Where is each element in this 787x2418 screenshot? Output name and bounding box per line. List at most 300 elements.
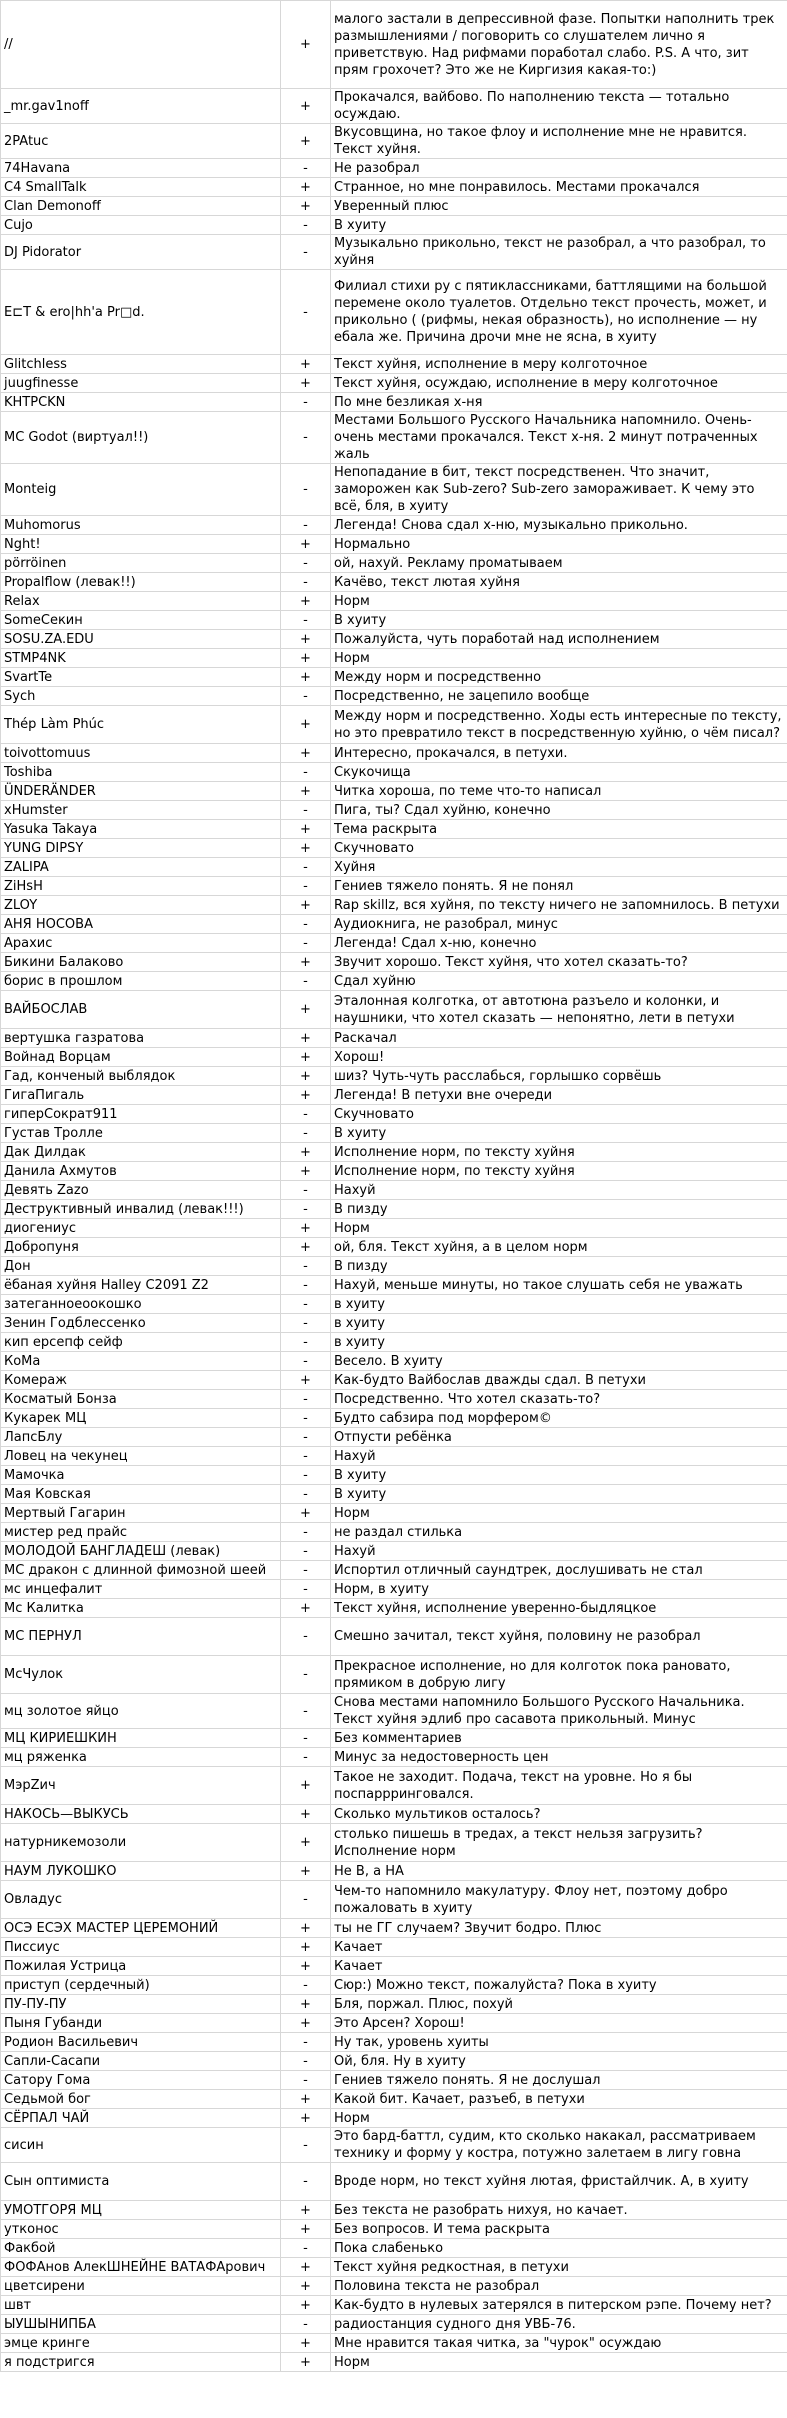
artist-name-cell: Дон xyxy=(1,1257,281,1276)
comment-cell: Звучит хорошо. Текст хуйня, что хотел сказать-то? xyxy=(331,953,787,972)
verdict-cell: + xyxy=(281,2201,331,2220)
table-row xyxy=(1,1957,787,1976)
comment-cell: Хорош! xyxy=(331,1048,787,1067)
verdict-cell: + xyxy=(281,1824,331,1862)
comment-cell: Ну так, уровень хуиты xyxy=(331,2033,787,2052)
comment-cell: Не В, а НА xyxy=(331,1862,787,1881)
artist-name-cell: СЁРПАЛ ЧАЙ xyxy=(1,2109,281,2128)
artist-name-cell: гиперСократ911 xyxy=(1,1105,281,1124)
verdict-cell: - xyxy=(281,1124,331,1143)
verdict-cell: + xyxy=(281,355,331,374)
artist-name-cell: Войнад Ворцам xyxy=(1,1048,281,1067)
comment-cell: Между норм и посредственно xyxy=(331,668,787,687)
verdict-cell: + xyxy=(281,2296,331,2315)
verdict-cell: - xyxy=(281,1618,331,1656)
table-row xyxy=(1,2353,787,2372)
table-row xyxy=(1,1694,787,1729)
table-row xyxy=(1,535,787,554)
artist-name-cell: МОЛОДОЙ БАНГЛАДЕШ (левак) xyxy=(1,1542,281,1561)
artist-name-cell: МС дракон с длинной фимозной шеей xyxy=(1,1561,281,1580)
table-row xyxy=(1,1504,787,1523)
table-row xyxy=(1,2258,787,2277)
comment-cell: ты не ГГ случаем? Звучит бодро. Плюс xyxy=(331,1919,787,1938)
table-row xyxy=(1,464,787,516)
artist-name-cell: Овладус xyxy=(1,1881,281,1919)
comment-cell: Скучновато xyxy=(331,1105,787,1124)
comment-cell: Это Арсен? Хорош! xyxy=(331,2014,787,2033)
verdict-cell: - xyxy=(281,1447,331,1466)
comment-cell: Эталонная колготка, от автотюна разъело и колонки, и наушники, что хотел сказать — непонятно, лети в петухи xyxy=(331,991,787,1029)
artist-name-cell: ЛапсБлу xyxy=(1,1428,281,1447)
table-row xyxy=(1,178,787,197)
artist-name-cell: МС ПЕРНУЛ xyxy=(1,1618,281,1656)
comment-cell: ой, нахуй. Рекламу проматываем xyxy=(331,554,787,573)
artist-name-cell: Добропуня xyxy=(1,1238,281,1257)
comment-cell: Посредственно. Что хотел сказать-то? xyxy=(331,1390,787,1409)
table-row xyxy=(1,1976,787,1995)
artist-name-cell: 74Havana xyxy=(1,159,281,178)
artist-name-cell: juugfinesse xyxy=(1,374,281,393)
comment-cell: В хуиту xyxy=(331,1485,787,1504)
comment-cell: Пожалуйста, чуть поработай над исполнением xyxy=(331,630,787,649)
verdict-cell: - xyxy=(281,1200,331,1219)
artist-name-cell: Glitchless xyxy=(1,355,281,374)
verdict-cell: + xyxy=(281,1995,331,2014)
table-row xyxy=(1,1,787,89)
verdict-cell: + xyxy=(281,1238,331,1257)
verdict-cell: - xyxy=(281,2163,331,2201)
table-row xyxy=(1,1257,787,1276)
table-row xyxy=(1,1295,787,1314)
verdict-cell: + xyxy=(281,839,331,858)
table-row xyxy=(1,1048,787,1067)
table-row xyxy=(1,2239,787,2258)
table-row xyxy=(1,611,787,630)
comment-cell: Без текста не разобрать нихуя, но качает. xyxy=(331,2201,787,2220)
comment-cell: малого застали в депрессивной фазе. Попытки наполнить трек размышлениями / поговорить со слушателем лично я приветствую. Над рифмами поработал слабо. P.S. А что, зит прям грохочет? Это же не Киргизия какая-то:) xyxy=(331,1,787,89)
verdict-cell: - xyxy=(281,858,331,877)
comment-cell: Без комментариев xyxy=(331,1729,787,1748)
artist-name-cell: toivottomuus xyxy=(1,744,281,763)
comment-cell: Нахуй xyxy=(331,1447,787,1466)
artist-name-cell: Факбой xyxy=(1,2239,281,2258)
table-row xyxy=(1,782,787,801)
artist-name-cell: Thép Làm Phúc xyxy=(1,706,281,744)
artist-name-cell: Арахис xyxy=(1,934,281,953)
verdict-cell: + xyxy=(281,1862,331,1881)
artist-name-cell: УМОТГОРЯ МЦ xyxy=(1,2201,281,2220)
artist-name-cell: НАКОСЬ—ВЫКУСЬ xyxy=(1,1805,281,1824)
table-row xyxy=(1,1428,787,1447)
comment-cell: В хуиту xyxy=(331,1124,787,1143)
table-row xyxy=(1,1919,787,1938)
verdict-cell: - xyxy=(281,687,331,706)
comment-cell: Скучновато xyxy=(331,839,787,858)
table-row xyxy=(1,1162,787,1181)
comment-cell: Отпусти ребёнка xyxy=(331,1428,787,1447)
comment-cell: Исполнение норм, по тексту хуйня xyxy=(331,1162,787,1181)
comment-cell: Будто сабзира под морфером© xyxy=(331,1409,787,1428)
artist-name-cell: ЫУШЫНИПБА xyxy=(1,2315,281,2334)
verdict-cell: + xyxy=(281,1143,331,1162)
verdict-cell: - xyxy=(281,763,331,782)
comment-cell: Норм xyxy=(331,2109,787,2128)
verdict-cell: - xyxy=(281,554,331,573)
artist-name-cell: DJ Pidorator xyxy=(1,235,281,270)
comment-cell: Текст хуйня редкостная, в петухи xyxy=(331,2258,787,2277)
verdict-cell: - xyxy=(281,1656,331,1694)
comment-cell: Местами Большого Русского Начальника напомнило. Очень-очень местами прокачался. Текст х-ня. 2 минут потраченных жаль xyxy=(331,412,787,464)
comment-cell: Легенда! В петухи вне очереди xyxy=(331,1086,787,1105)
table-row xyxy=(1,2163,787,2201)
table-row xyxy=(1,159,787,178)
verdict-cell: - xyxy=(281,2071,331,2090)
artist-name-cell: Мс Калитка xyxy=(1,1599,281,1618)
verdict-cell: + xyxy=(281,374,331,393)
table-row xyxy=(1,1748,787,1767)
artist-name-cell: Густав Тролле xyxy=(1,1124,281,1143)
verdict-cell: - xyxy=(281,611,331,630)
comment-cell: В хуиту xyxy=(331,216,787,235)
comment-cell: В хуиту xyxy=(331,611,787,630)
table-row xyxy=(1,972,787,991)
verdict-cell: - xyxy=(281,516,331,535)
artist-name-cell: ВАЙБОСЛАВ xyxy=(1,991,281,1029)
comment-cell: Вкусовщина, но такое флоу и исполнение мне не нравится. Текст хуйня. xyxy=(331,124,787,159)
comment-cell: Норм, в хуиту xyxy=(331,1580,787,1599)
artist-name-cell: C4 SmallTalk xyxy=(1,178,281,197)
artist-name-cell: Nght! xyxy=(1,535,281,554)
table-row xyxy=(1,393,787,412)
artist-name-cell: STMP4NK xyxy=(1,649,281,668)
artist-name-cell: Yasuka Takaya xyxy=(1,820,281,839)
comment-cell: Уверенный плюс xyxy=(331,197,787,216)
artist-name-cell: KHTPCKN xyxy=(1,393,281,412)
artist-name-cell: Бикини Балаково xyxy=(1,953,281,972)
comment-cell: Гениев тяжело понять. Я не понял xyxy=(331,877,787,896)
table-row xyxy=(1,687,787,706)
verdict-cell: - xyxy=(281,1748,331,1767)
verdict-cell: - xyxy=(281,2315,331,2334)
comment-cell: Норм xyxy=(331,1219,787,1238)
artist-name-cell: Данила Ахмутов xyxy=(1,1162,281,1181)
table-row xyxy=(1,2128,787,2163)
comment-cell: Вроде норм, но текст хуйня лютая, фристайлчик. А, в хуиту xyxy=(331,2163,787,2201)
verdict-cell: + xyxy=(281,1162,331,1181)
comment-cell: Как-будто Вайбослав дважды сдал. В петухи xyxy=(331,1371,787,1390)
comment-cell: Rap skillz, вся хуйня, по тексту ничего не запомнилось. В петухи xyxy=(331,896,787,915)
artist-name-cell: SOSU.ZA.EDU xyxy=(1,630,281,649)
comment-cell: Хуйня xyxy=(331,858,787,877)
verdict-cell: - xyxy=(281,1542,331,1561)
comment-cell: Текст хуйня, осуждаю, исполнение в меру колготочное xyxy=(331,374,787,393)
comment-cell: Пига, ты? Сдал хуйню, конечно xyxy=(331,801,787,820)
artist-name-cell: ZALIPA xyxy=(1,858,281,877)
verdict-cell: + xyxy=(281,197,331,216)
comment-cell: Текст хуйня, исполнение в меру колготочное xyxy=(331,355,787,374)
artist-name-cell: Relax xyxy=(1,592,281,611)
verdict-cell: - xyxy=(281,1466,331,1485)
table-row xyxy=(1,1542,787,1561)
artist-name-cell: мц ряженка xyxy=(1,1748,281,1767)
table-row xyxy=(1,1881,787,1919)
table-row xyxy=(1,1086,787,1105)
artist-name-cell: ZiHsH xyxy=(1,877,281,896)
artist-name-cell: эмце кринге xyxy=(1,2334,281,2353)
verdict-cell: - xyxy=(281,2128,331,2163)
verdict-cell: - xyxy=(281,1694,331,1729)
comment-cell: Легенда! Сдал х-ню, конечно xyxy=(331,934,787,953)
table-row xyxy=(1,89,787,124)
verdict-cell: - xyxy=(281,1729,331,1748)
verdict-cell: + xyxy=(281,535,331,554)
table-row xyxy=(1,896,787,915)
verdict-cell: + xyxy=(281,1086,331,1105)
verdict-cell: + xyxy=(281,1957,331,1976)
artist-name-cell: Седьмой бог xyxy=(1,2090,281,2109)
table-row xyxy=(1,592,787,611)
verdict-cell: + xyxy=(281,1938,331,1957)
artist-name-cell: утконос xyxy=(1,2220,281,2239)
artist-name-cell: Писсиус xyxy=(1,1938,281,1957)
comment-cell: Аудиокнига, не разобрал, минус xyxy=(331,915,787,934)
artist-name-cell: Мертвый Гагарин xyxy=(1,1504,281,1523)
table-row xyxy=(1,630,787,649)
table-row xyxy=(1,1729,787,1748)
verdict-cell: + xyxy=(281,1371,331,1390)
verdict-cell: - xyxy=(281,2239,331,2258)
comment-cell: Не разобрал xyxy=(331,159,787,178)
artist-name-cell: ПУ-ПУ-ПУ xyxy=(1,1995,281,2014)
artist-name-cell: SvartTe xyxy=(1,668,281,687)
verdict-cell: + xyxy=(281,706,331,744)
table-row xyxy=(1,953,787,972)
comment-cell: Нормально xyxy=(331,535,787,554)
comment-cell: Сюр:) Можно текст, пожалуйста? Пока в хуиту xyxy=(331,1976,787,1995)
table-row xyxy=(1,1200,787,1219)
table-row xyxy=(1,1599,787,1618)
artist-name-cell: ФОФАнов АлекШНЕЙНЕ ВАТАФАрович xyxy=(1,2258,281,2277)
comment-cell: Снова местами напомнило Большого Русского Начальника. Текст хуйня эдлиб про сасавота прикольный. Минус xyxy=(331,1694,787,1729)
table-row xyxy=(1,915,787,934)
table-row xyxy=(1,235,787,270)
artist-name-cell: Деструктивный инвалид (левак!!!) xyxy=(1,1200,281,1219)
table-row xyxy=(1,1067,787,1086)
comment-cell: радиостанция судного дня УВБ-76. xyxy=(331,2315,787,2334)
comment-cell: ой, бля. Текст хуйня, а в целом норм xyxy=(331,1238,787,1257)
comment-cell: Это бард-баттл, судим, кто сколько накакал, рассматриваем технику и форму у костра, потужно залетаем в лигу говна xyxy=(331,2128,787,2163)
verdict-cell: + xyxy=(281,89,331,124)
artist-name-cell: кип ерсепф сейф xyxy=(1,1333,281,1352)
table-row xyxy=(1,1805,787,1824)
comment-cell: Как-будто в нулевых затерялся в питерском рэпе. Почему нет? xyxy=(331,2296,787,2315)
comment-cell: Качает xyxy=(331,1938,787,1957)
table-row xyxy=(1,1181,787,1200)
comment-cell: Качает xyxy=(331,1957,787,1976)
comment-cell: Скукочища xyxy=(331,763,787,782)
comment-cell: Прокачался, вайбово. По наполнению текста — тотально осуждаю. xyxy=(331,89,787,124)
verdict-cell: + xyxy=(281,820,331,839)
comment-cell: Филиал стихи ру с пятиклассниками, баттлящими на большой перемене около туалетов. Отдельно текст прочесть, может, и прикольно ( (рифмы, некая образность), но исполнение — ну ебала же. Причина дрочи мне не ясна, в хуиту xyxy=(331,270,787,355)
verdict-cell: - xyxy=(281,1409,331,1428)
comment-cell: шиз? Чуть-чуть расслабься, горлышко сорвёшь xyxy=(331,1067,787,1086)
comment-cell: Нахуй xyxy=(331,1181,787,1200)
verdict-cell: + xyxy=(281,2090,331,2109)
artist-name-cell: ZLOY xyxy=(1,896,281,915)
verdict-cell: - xyxy=(281,393,331,412)
comment-cell: Сдал хуйню xyxy=(331,972,787,991)
verdict-cell: - xyxy=(281,1881,331,1919)
comment-cell: Посредственно, не зацепило вообще xyxy=(331,687,787,706)
table-row xyxy=(1,1561,787,1580)
table-row xyxy=(1,2090,787,2109)
verdict-cell: + xyxy=(281,1048,331,1067)
table-row xyxy=(1,1523,787,1542)
comment-cell: Чем-то напомнило макулатуру. Флоу нет, поэтому добро пожаловать в хуиту xyxy=(331,1881,787,1919)
table-row xyxy=(1,516,787,535)
comment-cell: Какой бит. Качает, разъеб, в петухи xyxy=(331,2090,787,2109)
verdict-cell: - xyxy=(281,1105,331,1124)
artist-name-cell: Сапли-Сасапи xyxy=(1,2052,281,2071)
verdict-cell: - xyxy=(281,1276,331,1295)
comment-cell: Непопадание в бит, текст посредственен. Что значит, заморожен как Sub-zero? Sub-zero замораживает. К чему это всё, бля, в хуиту xyxy=(331,464,787,516)
verdict-cell: + xyxy=(281,1029,331,1048)
artist-name-cell: борис в прошлом xyxy=(1,972,281,991)
table-row xyxy=(1,1352,787,1371)
artist-name-cell: я подстригся xyxy=(1,2353,281,2372)
table-row xyxy=(1,934,787,953)
artist-name-cell: Комераж xyxy=(1,1371,281,1390)
verdict-cell: + xyxy=(281,953,331,972)
table-row xyxy=(1,1618,787,1656)
table-row xyxy=(1,1995,787,2014)
verdict-cell: - xyxy=(281,159,331,178)
table-row xyxy=(1,573,787,592)
table-row xyxy=(1,649,787,668)
artist-name-cell: Muhomorus xyxy=(1,516,281,535)
comment-cell: В хуиту xyxy=(331,1466,787,1485)
table-row xyxy=(1,839,787,858)
table-row xyxy=(1,2071,787,2090)
verdict-cell: - xyxy=(281,1352,331,1371)
verdict-cell: - xyxy=(281,801,331,820)
table-row xyxy=(1,1485,787,1504)
artist-name-cell: Propalflow (левак!!) xyxy=(1,573,281,592)
table-row xyxy=(1,1105,787,1124)
table-row xyxy=(1,877,787,896)
artist-name-cell: xHumster xyxy=(1,801,281,820)
verdict-cell: + xyxy=(281,896,331,915)
verdict-cell: - xyxy=(281,1561,331,1580)
table-row xyxy=(1,374,787,393)
comment-cell: Пока слабенько xyxy=(331,2239,787,2258)
table-row xyxy=(1,991,787,1029)
table-row xyxy=(1,801,787,820)
comment-cell: не раздал стилька xyxy=(331,1523,787,1542)
verdict-cell: - xyxy=(281,1295,331,1314)
artist-name-cell: ОСЭ ЕСЭХ МАСТЕР ЦЕРЕМОНИЙ xyxy=(1,1919,281,1938)
artist-name-cell: МэрZич xyxy=(1,1767,281,1805)
artist-name-cell: Toshiba xyxy=(1,763,281,782)
comment-cell: Такое не заходит. Подача, текст на уровне. Но я бы поспаррринговался. xyxy=(331,1767,787,1805)
table-row xyxy=(1,2296,787,2315)
comment-cell: Норм xyxy=(331,649,787,668)
table-row xyxy=(1,1371,787,1390)
artist-name-cell: Clan Demonoff xyxy=(1,197,281,216)
comment-cell: Прекрасное исполнение, но для колготок пока рановато, прямиком в добрую лигу xyxy=(331,1656,787,1694)
artist-name-cell: Дак Дилдак xyxy=(1,1143,281,1162)
artist-name-cell: Мая Ковская xyxy=(1,1485,281,1504)
verdict-cell: - xyxy=(281,464,331,516)
artist-name-cell: Кукарек МЦ xyxy=(1,1409,281,1428)
comment-cell: Текст хуйня, исполнение уверенно-быдляцкое xyxy=(331,1599,787,1618)
artist-name-cell: мистер ред прайс xyxy=(1,1523,281,1542)
artist-name-cell: MC Godot (виртуал!!) xyxy=(1,412,281,464)
verdict-cell: - xyxy=(281,1485,331,1504)
table-row xyxy=(1,554,787,573)
verdict-cell: + xyxy=(281,2334,331,2353)
verdict-cell: + xyxy=(281,592,331,611)
verdict-cell: - xyxy=(281,1314,331,1333)
comment-cell: Исполнение норм, по тексту хуйня xyxy=(331,1143,787,1162)
artist-name-cell: Ловец на чекунец xyxy=(1,1447,281,1466)
artist-name-cell: НАУМ ЛУКОШКО xyxy=(1,1862,281,1881)
artist-name-cell: мц золотое яйцо xyxy=(1,1694,281,1729)
artist-name-cell: Пожилая Устрица xyxy=(1,1957,281,1976)
artist-name-cell: швт xyxy=(1,2296,281,2315)
verdict-cell: + xyxy=(281,744,331,763)
comment-cell: Смешно зачитал, текст хуйня, половину не разобрал xyxy=(331,1618,787,1656)
artist-name-cell: Девять Zazo xyxy=(1,1181,281,1200)
table-row xyxy=(1,668,787,687)
table-row xyxy=(1,2315,787,2334)
review-table-body xyxy=(1,1,787,2372)
verdict-cell: + xyxy=(281,178,331,197)
verdict-cell: + xyxy=(281,1219,331,1238)
comment-cell: Норм xyxy=(331,592,787,611)
artist-name-cell: pörröinen xyxy=(1,554,281,573)
verdict-cell: - xyxy=(281,1428,331,1447)
artist-name-cell: сисин xyxy=(1,2128,281,2163)
table-row xyxy=(1,2220,787,2239)
artist-name-cell: Зенин Годблессенко xyxy=(1,1314,281,1333)
table-row xyxy=(1,1938,787,1957)
comment-cell: Без вопросов. И тема раскрыта xyxy=(331,2220,787,2239)
comment-cell: Норм xyxy=(331,1504,787,1523)
table-row xyxy=(1,1824,787,1862)
artist-name-cell: диогениус xyxy=(1,1219,281,1238)
table-row xyxy=(1,2201,787,2220)
table-row xyxy=(1,197,787,216)
verdict-cell: + xyxy=(281,2277,331,2296)
artist-name-cell: затеганноеоокошко xyxy=(1,1295,281,1314)
table-row xyxy=(1,2277,787,2296)
verdict-cell: + xyxy=(281,1067,331,1086)
artist-name-cell: Cujo xyxy=(1,216,281,235)
comment-cell: Гениев тяжело понять. Я не дослушал xyxy=(331,2071,787,2090)
artist-name-cell: Гад, конченый выблядок xyxy=(1,1067,281,1086)
comment-cell: Нахуй xyxy=(331,1542,787,1561)
comment-cell: Сколько мультиков осталось? xyxy=(331,1805,787,1824)
verdict-cell: - xyxy=(281,1580,331,1599)
table-row xyxy=(1,1276,787,1295)
comment-cell: Между норм и посредственно. Ходы есть интересные по тексту, но это превратило текст в посредственную хуйню, о чём писал? xyxy=(331,706,787,744)
table-row xyxy=(1,1124,787,1143)
verdict-cell: + xyxy=(281,630,331,649)
table-row xyxy=(1,2334,787,2353)
verdict-cell: - xyxy=(281,216,331,235)
comment-cell: По мне безликая х-ня xyxy=(331,393,787,412)
